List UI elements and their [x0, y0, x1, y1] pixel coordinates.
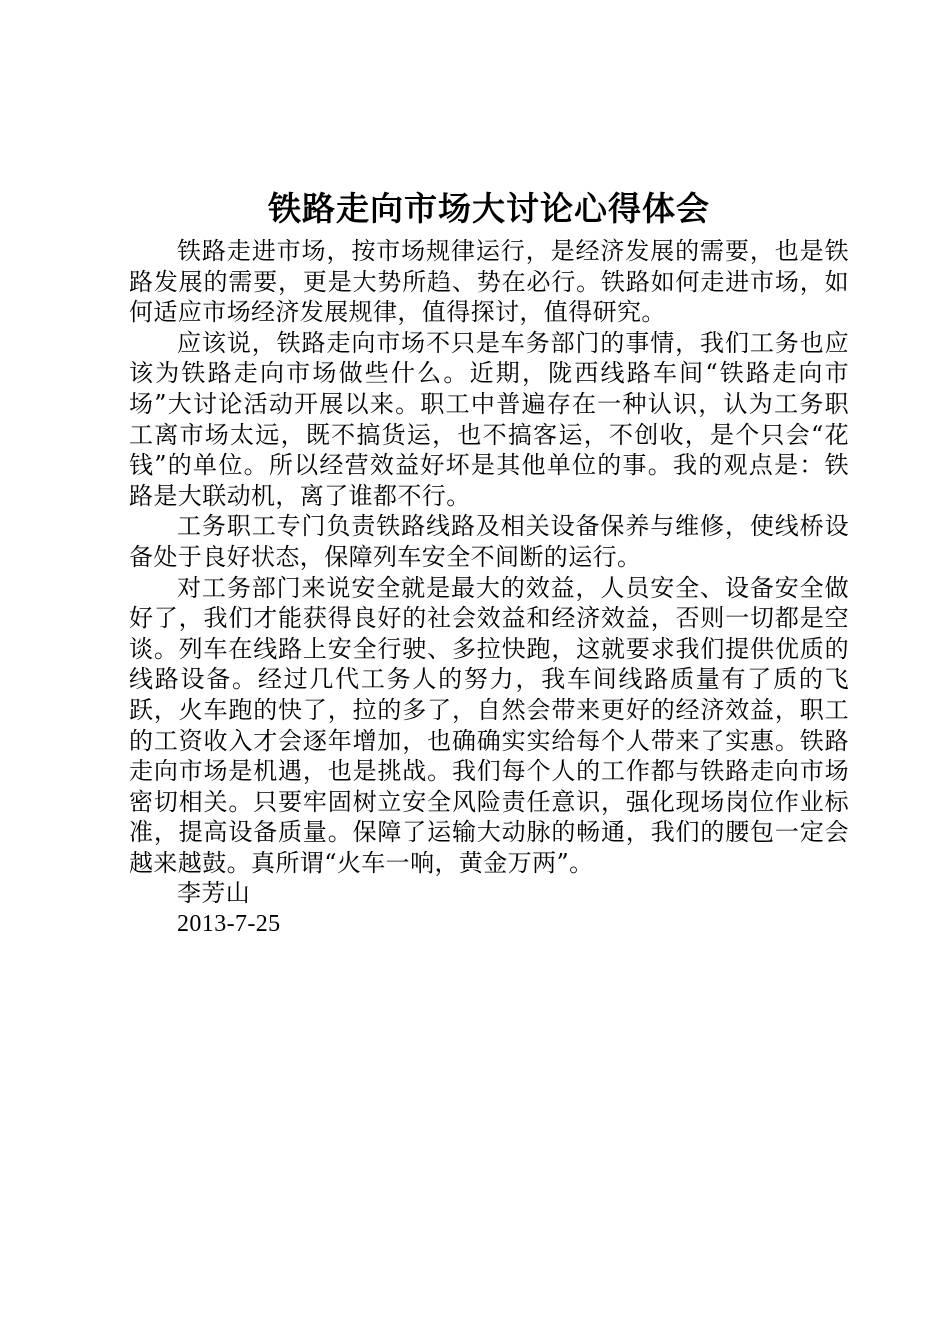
document-title: 铁路走向市场大讨论心得体会 [268, 189, 710, 228]
document-body [129, 236, 849, 940]
paragraph-1: 铁路走进市场，按市场规律运行，是经济发展的需要，也是铁路发展的需要，更是大势所趋、势在必行。铁路如何走进市场，如何适应市场经济发展规律，值得探讨，值得研究。 [129, 237, 849, 327]
paragraph-2: 应该说，铁路走向市场不只是车务部门的事情，我们工务也应该为铁路走向市场做些什么。近期，陇西线路车间“铁路走向市场”大讨论活动开展以来。职工中普遍存在一种认识，认为工务职工离市场太远，既不搞货运，也不搞客运，不创收，是个只会“花钱”的单位。所以经营效益好坏是其他单位的事。我的观点是：铁路是大联动机，离了谁都不行。 [129, 328, 849, 510]
paragraph-3: 工务职工专门负责铁路线路及相关设备保养与维修，使线桥设备处于良好状态，保障列车安全不间断的运行。 [129, 512, 849, 571]
paragraph-4: 对工务部门来说安全就是最大的效益，人员安全、设备安全做好了，我们才能获得良好的社会效益和经济效益，否则一切都是空谈。列车在线路上安全行驶、多拉快跑，这就要求我们提供优质的线路设备。经过几代工务人的努力，我车间线路质量有了质的飞跃，火车跑的快了，拉的多了，自然会带来更好的经济效益，职工的工资收入才会逐年增加，也确确实实给每个人带来了实惠。铁路走向市场是机遇，也是挑战。我们每个人的工作都与铁路走向市场密切相关。只要牢固树立安全风险责任意识，强化现场岗位作业标准，提高设备质量。保障了运输大动脉的畅通，我们的腰包一定会越来越鼓。真所谓“火车一响，黄金万两”。 [129, 573, 849, 877]
document-page [129, 184, 849, 940]
document-date: 2013-7-25 [177, 911, 281, 938]
author-name: 李芳山 [177, 879, 251, 908]
